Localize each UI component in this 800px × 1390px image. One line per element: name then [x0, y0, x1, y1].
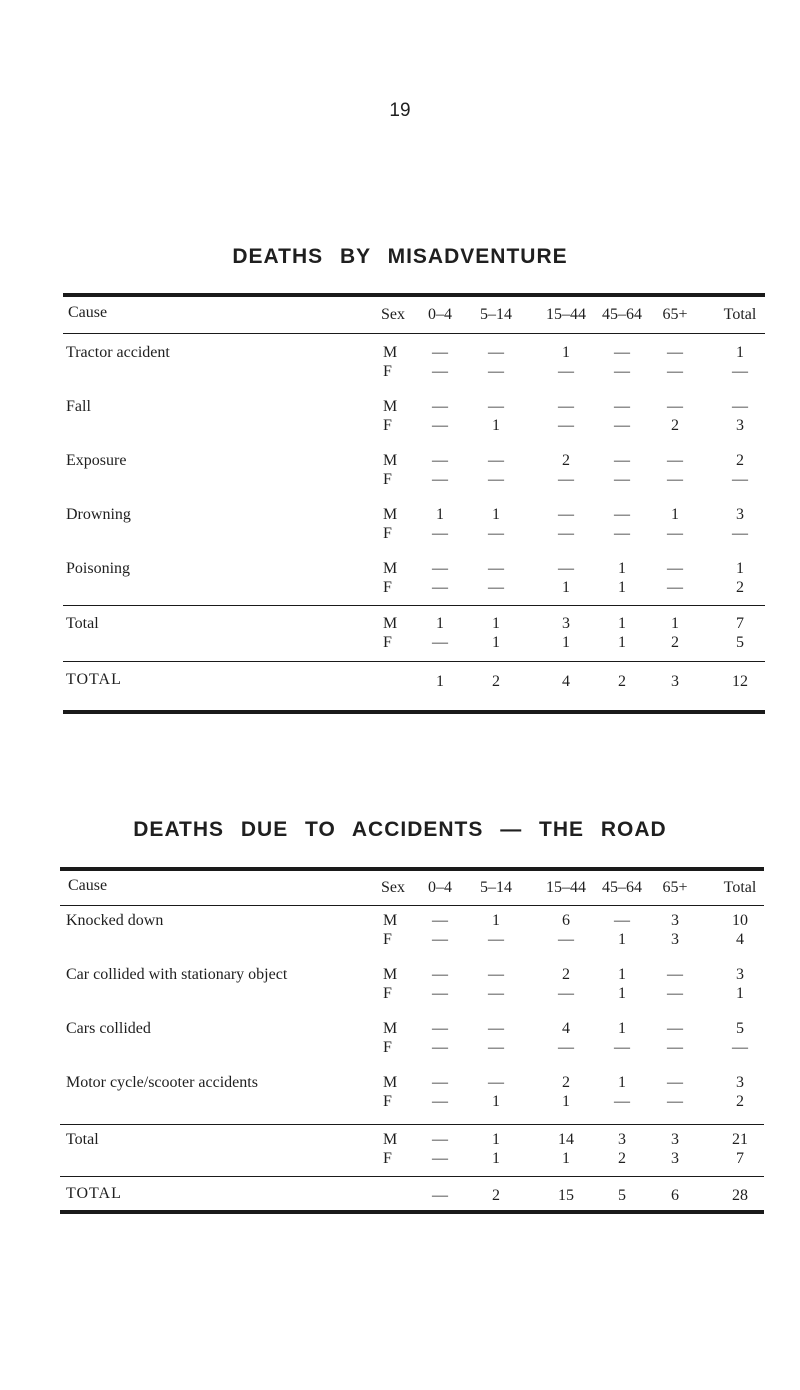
sex-label: M	[383, 398, 398, 415]
table-cell: —	[667, 1039, 683, 1056]
grand-total-cell: 1	[436, 673, 444, 690]
sex-label: M	[383, 452, 398, 469]
table-cell: —	[667, 985, 683, 1002]
cause-label: Knocked down	[66, 912, 164, 929]
header-sex: Sex	[381, 306, 405, 323]
table-cell: 1	[736, 344, 744, 361]
table-cell: —	[667, 344, 683, 361]
table-cell: 1	[436, 506, 444, 523]
total-cell: 1	[492, 634, 500, 651]
table-cell: 10	[732, 912, 748, 929]
table-cell: —	[488, 398, 504, 415]
sex-label: F	[383, 417, 392, 434]
table-cell: —	[488, 1039, 504, 1056]
total-cell: 1	[436, 615, 444, 632]
grand-total-rule	[63, 661, 765, 662]
table-cell: —	[432, 1020, 448, 1037]
table-cell: 2	[736, 1093, 744, 1110]
table-cell: —	[432, 985, 448, 1002]
table-cell: —	[488, 1074, 504, 1091]
table-cell: —	[667, 471, 683, 488]
header-age-group: 45–64	[602, 879, 642, 896]
table-cell: 1	[618, 931, 626, 948]
table-cell: 1	[618, 579, 626, 596]
table-cell: —	[732, 471, 748, 488]
table-cell: 2	[736, 452, 744, 469]
table-cell: —	[488, 452, 504, 469]
sex-label: F	[383, 931, 392, 948]
total-cell: —	[432, 634, 448, 651]
table-cell: 6	[562, 912, 570, 929]
table-cell: —	[667, 398, 683, 415]
table-cell: 1	[562, 579, 570, 596]
cause-label: Cars collided	[66, 1020, 151, 1037]
table-cell: —	[558, 985, 574, 1002]
table-cell: 4	[736, 931, 744, 948]
table-title: DEATHS BY MISADVENTURE	[232, 245, 568, 268]
table-cell: 2	[671, 417, 679, 434]
sex-label: M	[383, 1131, 398, 1148]
grand-total-cell: 2	[492, 673, 500, 690]
total-cell: 1	[492, 615, 500, 632]
table-cell: 1	[618, 985, 626, 1002]
total-cell: 7	[736, 615, 744, 632]
total-cell: 3	[562, 615, 570, 632]
table-cell: —	[488, 966, 504, 983]
total-label: Total	[66, 615, 99, 632]
sex-label: M	[383, 344, 398, 361]
table-cell: —	[432, 912, 448, 929]
header-age-group: 5–14	[480, 306, 512, 323]
sex-label: F	[383, 363, 392, 380]
sex-label: F	[383, 471, 392, 488]
table-cell: 2	[736, 579, 744, 596]
table-cell: 3	[736, 966, 744, 983]
grand-total-cell: 4	[562, 673, 570, 690]
sex-label: M	[383, 1074, 398, 1091]
table-cell: —	[432, 1039, 448, 1056]
table-cell: —	[732, 398, 748, 415]
grand-total-rule	[60, 1176, 764, 1177]
table-cell: 1	[618, 966, 626, 983]
grand-total-cell: —	[432, 1187, 448, 1204]
table-cell: 1	[736, 985, 744, 1002]
header-cause: Cause	[68, 304, 108, 321]
header-sex: Sex	[381, 879, 405, 896]
total-cell: 1	[618, 634, 626, 651]
total-rule	[60, 1124, 764, 1125]
sex-label: M	[383, 912, 398, 929]
sex-label: M	[383, 966, 398, 983]
total-cell: 3	[671, 1150, 679, 1167]
sex-label: F	[383, 1150, 392, 1167]
total-cell: —	[432, 1131, 448, 1148]
table-cell: 1	[492, 417, 500, 434]
table-cell: —	[558, 560, 574, 577]
header-age-group: 65+	[662, 879, 688, 896]
sex-label: F	[383, 1039, 392, 1056]
table-cell: —	[614, 417, 630, 434]
header-rule	[60, 905, 764, 906]
header-age-group: 65+	[662, 306, 688, 323]
top-rule	[63, 293, 765, 297]
sex-label: F	[383, 525, 392, 542]
table-cell: —	[614, 363, 630, 380]
table-cell: 1	[671, 506, 679, 523]
table-cell: 3	[736, 506, 744, 523]
table-cell: —	[488, 1020, 504, 1037]
table-cell: —	[488, 525, 504, 542]
table-cell: 1	[736, 560, 744, 577]
table-cell: —	[558, 417, 574, 434]
header-cause: Cause	[68, 877, 108, 894]
table-cell: —	[432, 525, 448, 542]
table-cell: —	[488, 363, 504, 380]
table-cell: 3	[736, 1074, 744, 1091]
grand-total-cell: 6	[671, 1187, 679, 1204]
table-cell: —	[432, 579, 448, 596]
table-cell: —	[432, 344, 448, 361]
bottom-rule	[63, 710, 765, 714]
header-age-group: 0–4	[428, 879, 452, 896]
table-cell: 2	[562, 966, 570, 983]
cause-label: Motor cycle/scooter accidents	[66, 1074, 258, 1091]
table-cell: —	[432, 417, 448, 434]
table-cell: —	[488, 560, 504, 577]
total-cell: —	[432, 1150, 448, 1167]
table-cell: —	[488, 931, 504, 948]
total-cell: 3	[618, 1131, 626, 1148]
header-age-group: 0–4	[428, 306, 452, 323]
total-cell: 7	[736, 1150, 744, 1167]
table-cell: —	[432, 452, 448, 469]
table-cell: —	[432, 363, 448, 380]
table-cell: 1	[618, 560, 626, 577]
total-cell: 1	[562, 634, 570, 651]
table-cell: —	[614, 912, 630, 929]
sex-label: M	[383, 615, 398, 632]
table-cell: —	[558, 931, 574, 948]
table-cell: —	[667, 560, 683, 577]
grand-total-cell: 2	[618, 673, 626, 690]
header-rule	[63, 333, 765, 334]
table-cell: 3	[671, 931, 679, 948]
table-cell: —	[432, 1074, 448, 1091]
header-age-group: 15–44	[546, 306, 586, 323]
total-rule	[63, 605, 765, 606]
table-cell: —	[488, 344, 504, 361]
table-cell: —	[488, 579, 504, 596]
table-cell: —	[667, 1074, 683, 1091]
table-cell: 2	[562, 1074, 570, 1091]
table-cell: 1	[618, 1020, 626, 1037]
table-cell: —	[432, 966, 448, 983]
table-cell: —	[432, 931, 448, 948]
table-cell: —	[667, 1020, 683, 1037]
table-cell: —	[667, 363, 683, 380]
table-cell: —	[488, 471, 504, 488]
grand-total-label: TOTAL	[66, 671, 122, 688]
total-cell: 2	[618, 1150, 626, 1167]
grand-total-cell: 3	[671, 673, 679, 690]
table-cell: —	[614, 525, 630, 542]
table-cell: —	[432, 471, 448, 488]
table-cell: —	[614, 1039, 630, 1056]
total-cell: 1	[492, 1150, 500, 1167]
cause-label: Fall	[66, 398, 91, 415]
sex-label: F	[383, 1093, 392, 1110]
table-cell: —	[614, 1093, 630, 1110]
total-cell: 1	[492, 1131, 500, 1148]
table-cell: —	[558, 471, 574, 488]
header-age-group: Total	[723, 879, 757, 896]
total-label: Total	[66, 1131, 99, 1148]
table-cell: —	[614, 471, 630, 488]
header-age-group: Total	[723, 306, 757, 323]
total-cell: 1	[671, 615, 679, 632]
total-cell: 2	[671, 634, 679, 651]
table-cell: 3	[736, 417, 744, 434]
table-cell: 1	[562, 1093, 570, 1110]
header-age-group: 15–44	[546, 879, 586, 896]
table-cell: —	[558, 506, 574, 523]
table-cell: 1	[492, 912, 500, 929]
top-rule	[60, 867, 764, 871]
total-cell: 1	[618, 615, 626, 632]
table-cell: —	[614, 506, 630, 523]
total-cell: 21	[732, 1131, 748, 1148]
table-cell: —	[432, 560, 448, 577]
table-cell: —	[667, 1093, 683, 1110]
table-cell: —	[558, 525, 574, 542]
sex-label: M	[383, 1020, 398, 1037]
grand-total-cell: 5	[618, 1187, 626, 1204]
grand-total-cell: 15	[558, 1187, 574, 1204]
table-cell: —	[614, 452, 630, 469]
header-age-group: 45–64	[602, 306, 642, 323]
table-cell: 1	[562, 344, 570, 361]
header-age-group: 5–14	[480, 879, 512, 896]
bottom-rule	[60, 1210, 764, 1214]
grand-total-cell: 2	[492, 1187, 500, 1204]
table-cell: 1	[492, 506, 500, 523]
table-cell: —	[667, 579, 683, 596]
total-cell: 14	[558, 1131, 574, 1148]
table-cell: 4	[562, 1020, 570, 1037]
table-cell: 5	[736, 1020, 744, 1037]
sex-label: F	[383, 985, 392, 1002]
table-title: DEATHS DUE TO ACCIDENTS — THE ROAD	[133, 818, 667, 841]
table-cell: —	[432, 398, 448, 415]
table-cell: —	[558, 398, 574, 415]
table-cell: —	[558, 1039, 574, 1056]
grand-total-label: TOTAL	[66, 1185, 122, 1202]
grand-total-cell: 28	[732, 1187, 748, 1204]
table-cell: —	[667, 525, 683, 542]
table-cell: —	[667, 452, 683, 469]
table-cell: 1	[618, 1074, 626, 1091]
sex-label: F	[383, 579, 392, 596]
table-cell: —	[558, 363, 574, 380]
table-cell: —	[614, 344, 630, 361]
cause-label: Drowning	[66, 506, 131, 523]
table-cell: —	[614, 398, 630, 415]
total-cell: 5	[736, 634, 744, 651]
table-cell: —	[667, 966, 683, 983]
table-cell: —	[488, 985, 504, 1002]
sex-label: M	[383, 506, 398, 523]
table-cell: —	[732, 525, 748, 542]
table-cell: 3	[671, 912, 679, 929]
table-cell: 1	[492, 1093, 500, 1110]
page-number: 19	[389, 100, 411, 121]
table-cell: —	[732, 1039, 748, 1056]
cause-label: Exposure	[66, 452, 127, 469]
table-cell: —	[432, 1093, 448, 1110]
table-cell: 2	[562, 452, 570, 469]
total-cell: 1	[562, 1150, 570, 1167]
sex-label: F	[383, 634, 392, 651]
table-cell: —	[732, 363, 748, 380]
sex-label: M	[383, 560, 398, 577]
cause-label: Poisoning	[66, 560, 131, 577]
total-cell: 3	[671, 1131, 679, 1148]
cause-label: Car collided with stationary object	[66, 966, 288, 983]
grand-total-cell: 12	[732, 673, 748, 690]
cause-label: Tractor accident	[66, 344, 170, 361]
